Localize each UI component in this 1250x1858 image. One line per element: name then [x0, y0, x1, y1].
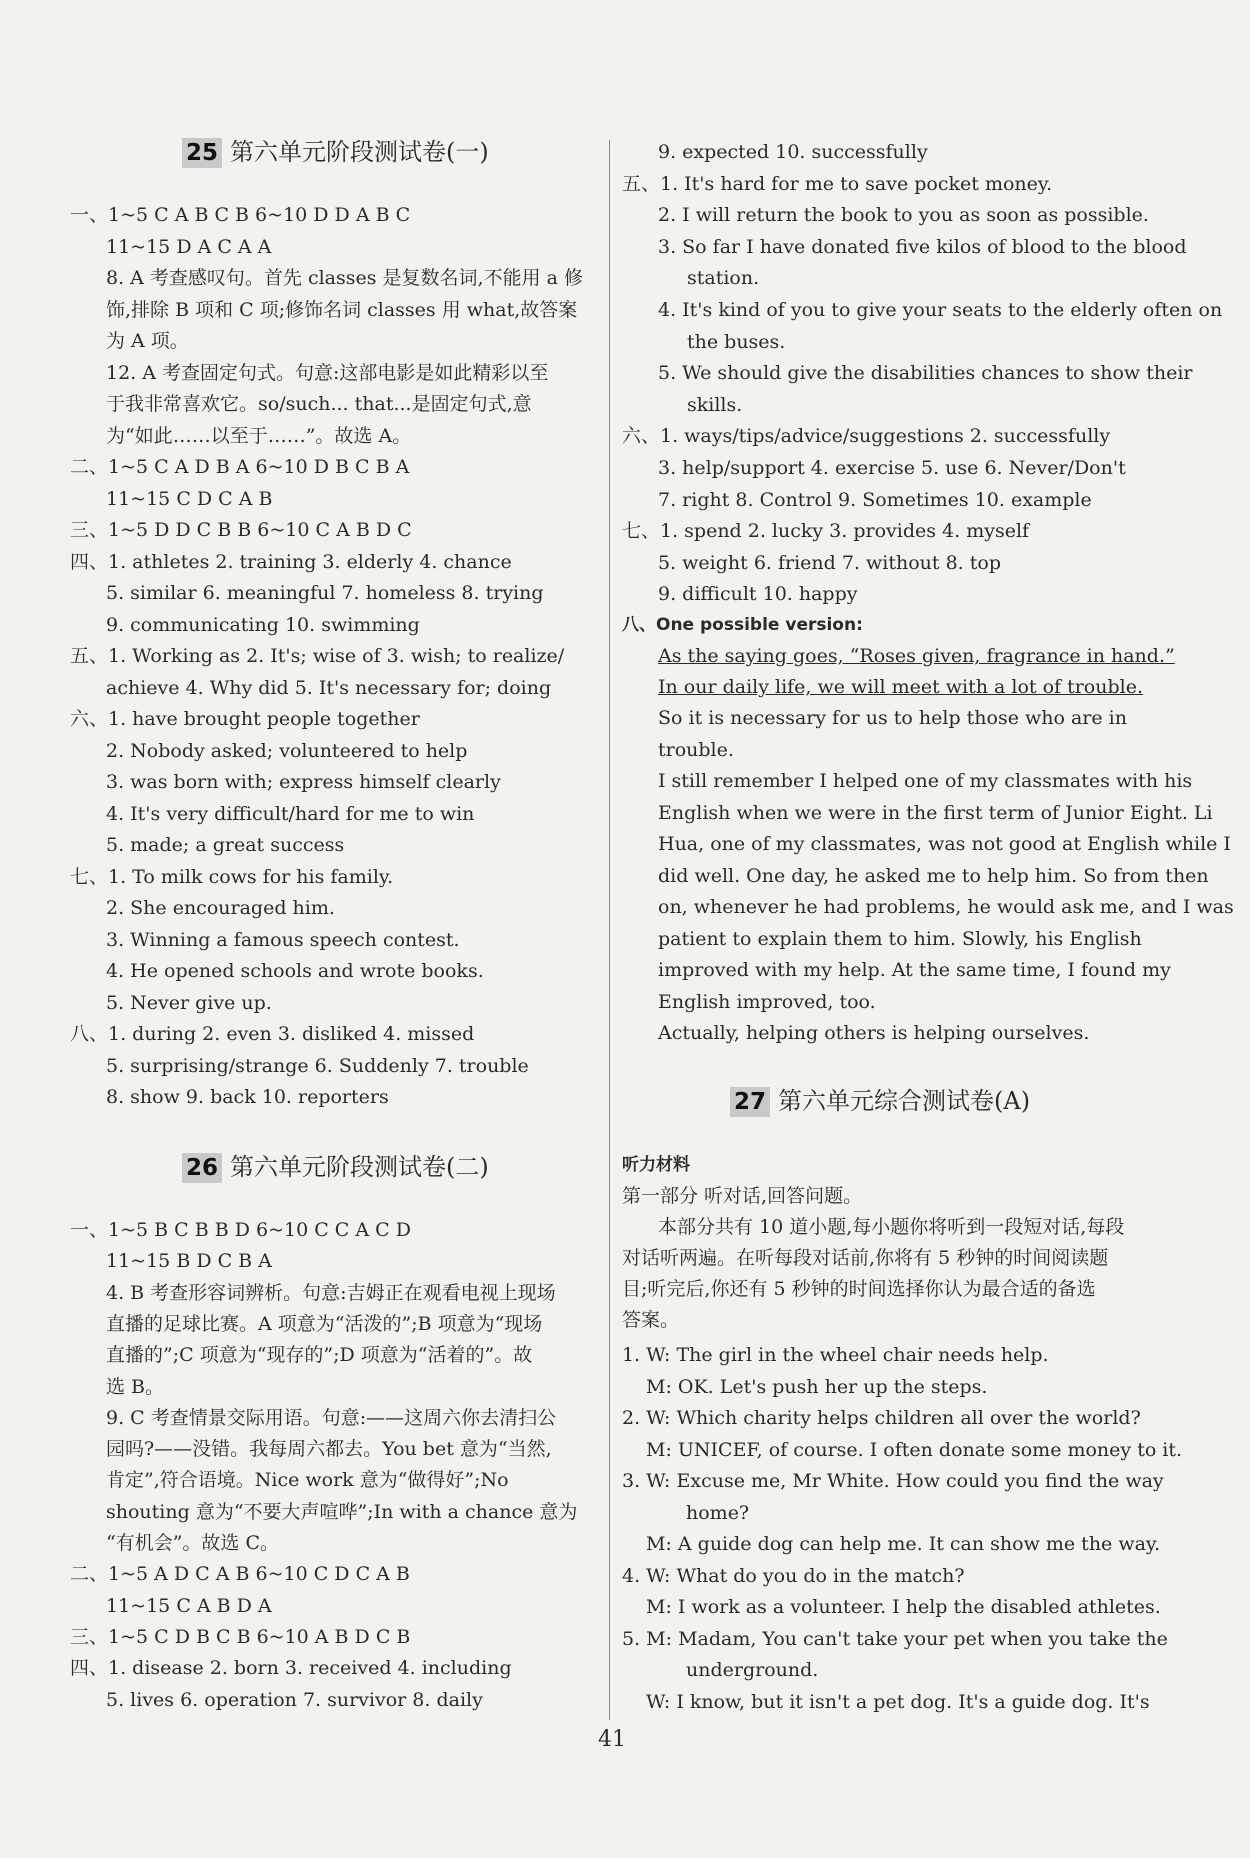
text-line: did well. One day, he asked me to help him. So from then	[658, 864, 1209, 887]
text-line: 9. communicating 10. swimming	[106, 613, 420, 636]
text-line: 六、1. have brought people together	[70, 708, 420, 730]
text-line: 12. A 考查固定句式。句意:这部电影是如此精彩以至	[106, 361, 549, 384]
text-line: 七、1. To milk cows for his family.	[70, 865, 394, 888]
text-line: 四、1. disease 2. born 3. received 4. including	[70, 1657, 512, 1680]
text-line: 为 A 项。	[106, 330, 189, 352]
text-line: Hua, one of my classmates, was not good at English while I	[658, 833, 1231, 855]
section-25-heading	[182, 135, 489, 169]
text-line: I still remember I helped one of my classmates with his	[658, 770, 1193, 792]
text-line: 答案。	[622, 1309, 680, 1331]
text-line: 七、1. spend 2. lucky 3. provides 4. myself	[622, 520, 1030, 543]
text-line: shouting 意为“不要大声喧哗”;In with a chance 意为	[106, 1500, 578, 1523]
text-line: 11~15 B D C B A	[106, 1250, 272, 1273]
text-line: station.	[687, 267, 760, 290]
text-line: 五、1. It's hard for me to save pocket money.	[622, 172, 1053, 195]
text-line: 一、1~5 B C B B D 6~10 C C A C D	[70, 1219, 411, 1241]
text-line: 3. W: Excuse me, Mr White. How could you find the way	[622, 1470, 1164, 1492]
text-line: 9. C 考查情景交际用语。句意:——这周六你去清扫公	[106, 1406, 557, 1429]
text-line: underground.	[686, 1659, 819, 1681]
text-line: 2. She encouraged him.	[106, 897, 335, 919]
text-line: 8. A 考查感叹句。首先 classes 是复数名词,不能用 a 修	[106, 267, 583, 289]
text-line: 八、1. during 2. even 3. disliked 4. missed	[70, 1023, 475, 1045]
text-line: 园吗?——没错。我每周六都去。You bet 意为“当然,	[106, 1438, 552, 1461]
text-line: home?	[686, 1501, 750, 1524]
text-line: achieve 4. Why did 5. It's necessary for; doing	[106, 676, 552, 699]
text-line: 三、1~5 C D B C B 6~10 A B D C B	[70, 1625, 411, 1648]
text-line: 5. similar 6. meaningful 7. homeless 8. trying	[106, 582, 544, 604]
text-line: 9. difficult 10. happy	[658, 583, 858, 606]
text-line: the buses.	[687, 330, 786, 353]
text-line: 3. So far I have donated five kilos of blood to the blood	[658, 235, 1187, 258]
section-25-title: 第六单元阶段测试卷(一)	[230, 138, 489, 166]
text-line: So it is necessary for us to help those who are in	[658, 707, 1127, 729]
text-line: English when we were in the first term of Junior Eight. Li	[658, 801, 1213, 824]
text-line: 直播的”;C 项意为“现存的”;D 项意为“活着的”。故	[106, 1344, 533, 1367]
text-line: 4. B 考查形容词辨析。句意:吉姆正在观看电视上现场	[106, 1281, 556, 1304]
text-line: improved with my help. At the same time, I found my	[658, 959, 1171, 981]
page-number: 41	[598, 1727, 626, 1752]
text-line: 饰,排除 B 项和 C 项;修饰名词 classes 用 what,故答案	[106, 298, 578, 321]
text-line: patient to explain them to him. Slowly, his English	[658, 927, 1142, 950]
text-line: 4. It's kind of you to give your seats to the elderly often on	[658, 299, 1223, 321]
text-line: 2. W: Which charity helps children all over the world?	[622, 1407, 1141, 1429]
text-line: 5. weight 6. friend 7. without 8. top	[658, 551, 1002, 574]
column-divider	[609, 140, 610, 1720]
text-line: 2. I will return the book to you as soon as possible.	[658, 204, 1149, 227]
text-line: Actually, helping others is helping ourselves.	[658, 1022, 1090, 1044]
text-line: on, whenever he had problems, he would ask me, and I was	[658, 896, 1234, 918]
section-27-title: 第六单元综合测试卷(A)	[778, 1087, 1031, 1115]
text-line: 4. W: What do you do in the match?	[622, 1564, 965, 1587]
section-25-number: 25	[182, 138, 222, 168]
text-line: 肯定”,符合语境。Nice work 意为“做得好”;No	[106, 1469, 509, 1492]
text-line: M: UNICEF, of course. I often donate some money to it.	[646, 1438, 1183, 1461]
text-line: 对话听两遍。在听每段对话前,你将有 5 秒钟的时间阅读题	[622, 1247, 1109, 1269]
text-line: trouble.	[658, 738, 734, 761]
text-line: 5. surprising/strange 6. Suddenly 7. trouble	[106, 1054, 529, 1077]
text-line: 目;听完后,你还有 5 秒钟的时间选择你认为最合适的备选	[622, 1278, 1096, 1300]
text-line: 六、1. ways/tips/advice/suggestions 2. successfully	[622, 425, 1111, 448]
text-line: 3. help/support 4. exercise 5. use 6. Never/Don't	[658, 457, 1126, 479]
text-line: 于我非常喜欢它。so/such... that...是固定句式,意	[106, 393, 532, 415]
text-line: skills.	[687, 393, 743, 416]
text-line: M: I work as a volunteer. I help the disabled athletes.	[646, 1596, 1161, 1618]
text-line: 7. right 8. Control 9. Sometimes 10. example	[658, 488, 1092, 511]
essay-underlined-line: As the saying goes, “Roses given, fragrance in hand.”	[658, 645, 1175, 667]
text-line: 1. W: The girl in the wheel chair needs help.	[622, 1344, 1049, 1366]
text-line: 5. We should give the disabilities chances to show their	[658, 362, 1193, 385]
text-line: 4. He opened schools and wrote books.	[106, 960, 484, 982]
text-line: 11~15 D A C A A	[106, 235, 272, 258]
text-line: M: OK. Let's push her up the steps.	[646, 1375, 988, 1398]
section-26-number: 26	[182, 1153, 222, 1183]
text-line: 选 B。	[106, 1375, 165, 1398]
text-line: 5. Never give up.	[106, 991, 272, 1014]
text-line: 11~15 C A B D A	[106, 1594, 272, 1617]
text-line: 一、1~5 C A B C B 6~10 D D A B C	[70, 204, 411, 226]
text-line: 11~15 C D C A B	[106, 487, 273, 510]
text-line: W: I know, but it isn't a pet dog. It's a guide dog. It's	[646, 1690, 1150, 1713]
essay-underlined-line: In our daily life, we will meet with a lot of trouble.	[658, 676, 1144, 698]
listening-title: 听力材料	[622, 1155, 690, 1175]
text-line: 二、1~5 A D C A B 6~10 C D C A B	[70, 1563, 410, 1586]
text-line: “有机会”。故选 C。	[106, 1532, 280, 1554]
text-line: 5. made; a great success	[106, 834, 345, 856]
text-line: 5. M: Madam, You can't take your pet when you take the	[622, 1627, 1168, 1650]
text-line: 二、1~5 C A D B A 6~10 D B C B A	[70, 456, 410, 478]
text-line: 五、1. Working as 2. It's; wise of 3. wish; to realize/	[70, 645, 565, 667]
section-26-heading	[182, 1150, 489, 1184]
section-27-heading	[730, 1084, 1030, 1118]
text-line: 2. Nobody asked; volunteered to help	[106, 739, 468, 762]
text-line: 3. was born with; express himself clearly	[106, 771, 501, 793]
text-line: 三、1~5 D D C B B 6~10 C A B D C	[70, 519, 412, 541]
essay-label: 八、One possible version:	[622, 615, 863, 635]
text-line: 四、1. athletes 2. training 3. elderly 4. chance	[70, 550, 512, 573]
text-line: 5. lives 6. operation 7. survivor 8. daily	[106, 1688, 483, 1711]
text-line: 3. Winning a famous speech contest.	[106, 928, 460, 951]
section-27-number: 27	[730, 1087, 770, 1117]
text-line: M: A guide dog can help me. It can show me the way.	[646, 1533, 1161, 1555]
section-26-title: 第六单元阶段测试卷(二)	[230, 1153, 489, 1181]
text-line: 4. It's very difficult/hard for me to win	[106, 802, 475, 825]
part-title: 第一部分 听对话,回答问题。	[622, 1185, 863, 1207]
text-line: 本部分共有 10 道小题,每小题你将听到一段短对话,每段	[658, 1216, 1125, 1238]
text-line: 8. show 9. back 10. reporters	[106, 1086, 389, 1108]
text-line: English improved, too.	[658, 990, 876, 1013]
text-line: 为“如此……以至于……”。故选 A。	[106, 424, 412, 447]
text-line: 直播的足球比赛。A 项意为“活泼的”;B 项意为“现场	[106, 1312, 543, 1335]
text-line: 9. expected 10. successfully	[658, 141, 928, 163]
